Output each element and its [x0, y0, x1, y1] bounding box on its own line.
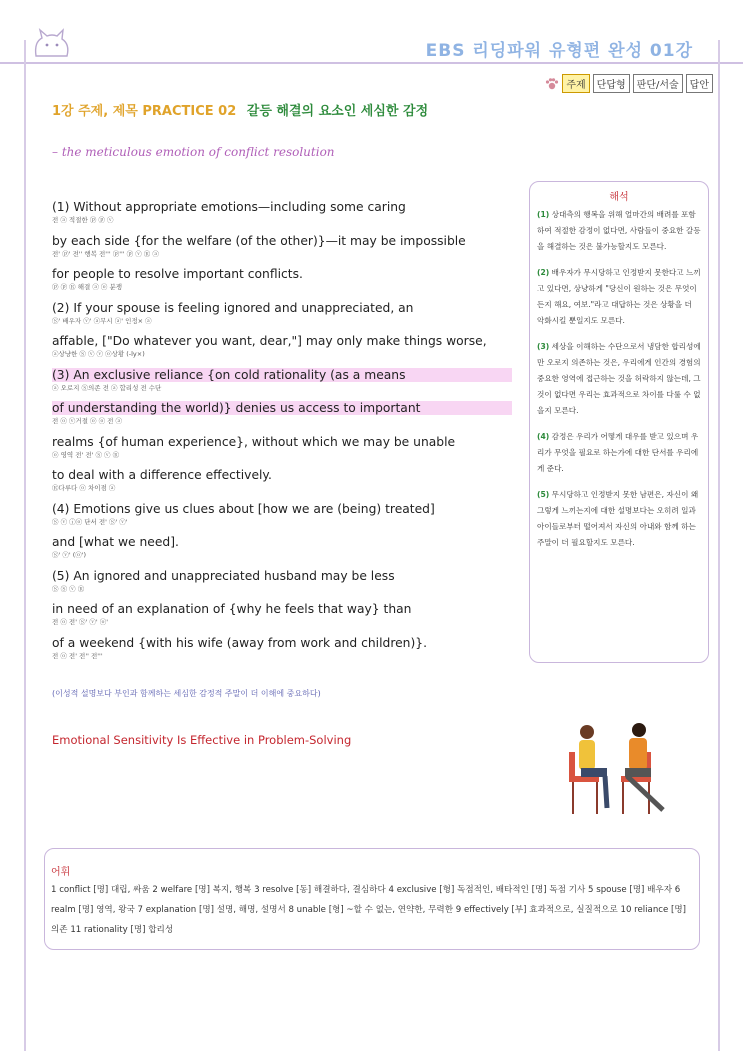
translation-text: 배우자가 무시당하고 인정받지 못한다고 느끼고 있다면, 상냥하게 "당신이 원하는 것은 무엇이든지 해요, 여보."라고 대답하는 것은 상황을 더 악화시킬 뿐일지도 모른다.: [537, 268, 701, 325]
tagline: Emotional Sensitivity Is Effective in Problem-Solving: [52, 733, 352, 747]
tab-topic[interactable]: 주제: [562, 74, 589, 93]
passage-gloss: 전 ⓞ ⓥ거절 ⓞ ⓞ 전 ⓐ: [52, 417, 123, 425]
passage-line: (3) An exclusive reliance {on cold rationality (as a means: [52, 368, 512, 382]
section-tabs: [545, 74, 713, 93]
passage-gloss: ⓟ ⓟ Ⓡ 해결 ⓐ ⓞ 분쟁: [52, 283, 123, 291]
passage-gloss: Ⓢ' 배우자 ⓥ' ⓐ무시 ⓐ' 인정× ⓐ: [52, 316, 152, 325]
passage-gloss: ⓐ 오로지 Ⓢ의존 전 ⓐ 합리성 전 수단: [52, 383, 162, 392]
passage-line: (4) Emotions give us clues about [how we are (being) treated]: [52, 501, 435, 516]
passage-line: (2) If your spouse is feeling ignored and unappreciated, an: [52, 300, 414, 315]
passage-line: (1) Without appropriate emotions—including some caring: [52, 200, 406, 214]
cat-logo-icon: [30, 28, 74, 60]
translation-text: 세상을 이해하는 수단으로서 냉담한 합리성에만 오로지 의존하는 것은, 우리에게 인간의 경험의 중요한 영역에 접근하는 것을 허락하지 않는데, 그것이 없다면 우리는 효과적으로 차이를 다룰 수 없을지 모른다.: [537, 342, 701, 415]
chapter-topic: 갈등 해결의 요소인 세심한 감정: [246, 104, 429, 119]
summary-note: (이성적 설명보다 부인과 함께하는 세심한 감정적 주말이 더 이해에 중요하다): [52, 689, 321, 698]
passage-gloss: Ⓢ ⓥ ⓘⓞ 단서 전' Ⓢ' ⓥ': [52, 517, 128, 526]
translation-paragraph: [530, 207, 708, 255]
translation-paragraph: [530, 339, 708, 419]
header-rule: [0, 62, 743, 64]
tab-short-answer[interactable]: 단답형: [593, 74, 630, 93]
translation-number: (2): [537, 268, 550, 277]
translation-title: 해석: [609, 192, 629, 203]
passage-gloss: Ⓢ' ⓥ' (ⓞ'): [52, 551, 87, 559]
passage-line: to deal with a difference effectively.: [52, 468, 272, 482]
translation-paragraph: [530, 487, 708, 551]
passage-line: of a weekend {with his wife (away from work and children)}.: [52, 635, 427, 650]
translation-number: (5): [537, 490, 550, 499]
translation-panel: [529, 181, 709, 663]
paw-icon: [545, 78, 559, 90]
couple-illustration: [565, 718, 700, 818]
passage-line: for people to resolve important conflicts.: [52, 267, 303, 281]
translation-paragraph: [530, 429, 708, 477]
passage: [52, 200, 512, 669]
vocabulary-list: 1 conflict [명] 대립, 싸움 2 welfare [명] 복지, 행복 3 resolve [동] 해결하다, 결심하다 4 exclusive [형] 독점적인, 배타적인 [명] 독점 기사 5 spouse [명] 배우자 6 realm [명] 영역, 왕국 7 explanation [명] 설명, 해명, 설명서 8 unable [형] ~할 수 없는, 연약한, 무력한 9 effectively [부] 효과적으로, 실질적으로 10 reliance [명] 의존 11 rationality [명] 합리성: [51, 885, 687, 935]
passage-line: by each side {for the welfare (of the other)}—it may be impossible: [52, 233, 466, 248]
passage-gloss: 전 ⓞ 전' Ⓢ' ⓥ' ⓞ': [52, 618, 109, 626]
tab-answer[interactable]: 답안: [686, 74, 713, 93]
passage-line: of understanding the world)} denies us access to important: [52, 401, 512, 415]
passage-gloss: 전 ⓐ 적절한 ⓟ ⓟ ⓥ: [52, 216, 114, 224]
passage-line: and [what we need].: [52, 535, 179, 549]
translation-number: (1): [537, 210, 550, 219]
passage-gloss: Ⓡ다루다 ⓞ 차이점 ⓐ: [52, 484, 116, 492]
chapter-label: 1강 주제, 제목 PRACTICE 02: [52, 104, 237, 119]
passage-line: (5) An ignored and unappreciated husband may be less: [52, 568, 395, 583]
passage-gloss: Ⓢ Ⓢ ⓥ Ⓡ: [52, 584, 85, 593]
passage-subtitle: – the meticulous emotion of conflict resolution: [52, 145, 335, 159]
book-title: EBS 리딩파워 유형편 완성 01강: [425, 41, 693, 61]
chapter-title: [52, 100, 428, 119]
translation-text: 무시당하고 인정받지 못한 남편은, 자신이 왜 그렇게 느끼는지에 대한 설명보다는 오히려 일과 아이들로부터 떨어져서 자신의 아내와 함께 하는 주말이 더 필요할지도 모른다.: [537, 490, 699, 547]
translation-text: 감정은 우리가 어떻게 대우를 받고 있으며 우리가 무엇을 필요로 하는가에 대한 단서를 우리에게 준다.: [537, 432, 699, 473]
vocabulary-title: 어휘: [51, 867, 71, 878]
passage-gloss: ⓞ 영역 전' 전' Ⓢ ⓥ Ⓡ: [52, 450, 120, 459]
vocabulary-box: [44, 848, 700, 950]
passage-line: realms {of human experience}, without which we may be unable: [52, 434, 456, 449]
passage-line: affable, ["Do whatever you want, dear,"] may only make things worse,: [52, 334, 487, 348]
right-margin-rule: [718, 40, 720, 1051]
translation-text: 상대측의 행복을 위해 얼마간의 배려를 포함하여 적절한 감정이 없다면, 사람들이 중요한 갈등을 해결하는 것은 불가능할지도 모른다.: [537, 210, 701, 251]
passage-gloss: 전' ⓟ' 전'' 행복 전''' ⓟ''' ⓟ ⓥ Ⓡ ⓐ: [52, 249, 159, 258]
translation-number: (3): [537, 342, 550, 351]
tab-judgment[interactable]: 판단/서술: [633, 74, 683, 93]
passage-gloss: ⓐ상냥한 Ⓢ ⓥ ⓥ ⓞ상황 (-ly×): [52, 350, 145, 358]
passage-gloss: 전 ⓞ 전' 전'' 전''': [52, 651, 103, 660]
left-margin-rule: [24, 40, 26, 1051]
translation-paragraph: [530, 265, 708, 329]
passage-line: in need of an explanation of {why he feels that way} than: [52, 602, 412, 616]
translation-number: (4): [537, 432, 550, 441]
